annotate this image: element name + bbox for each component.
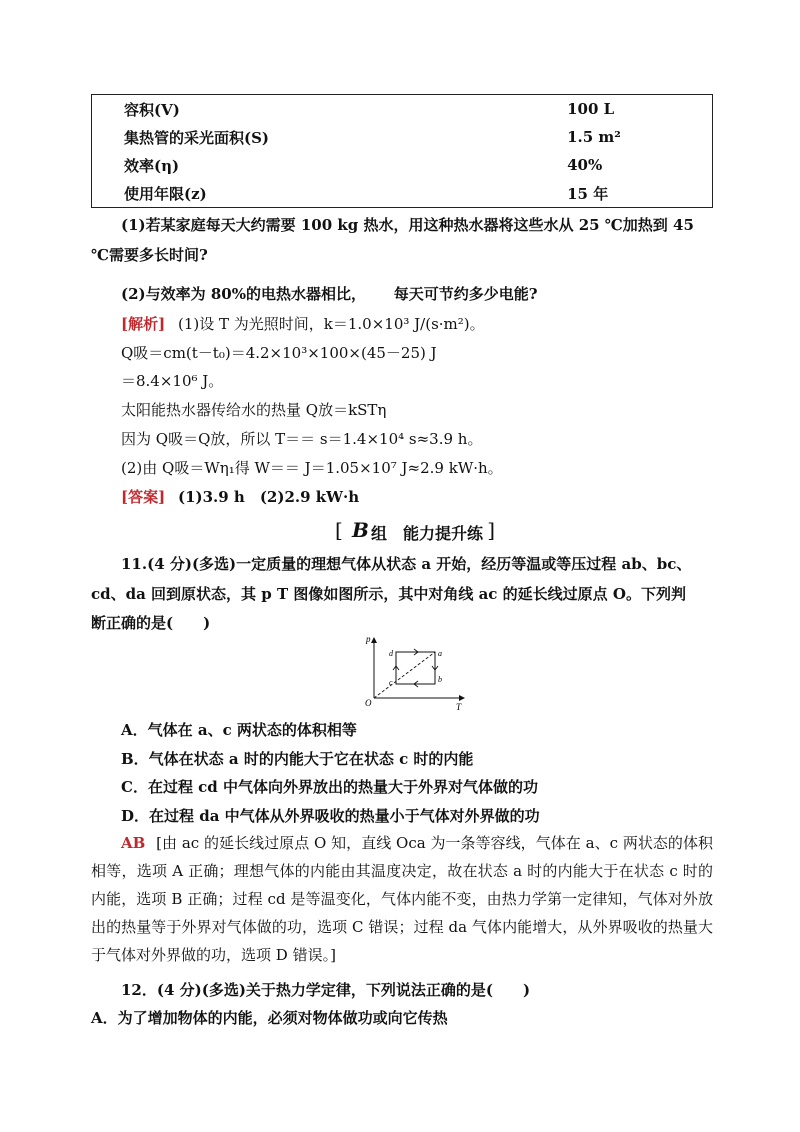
solution-line-6: (2)由 Q吸＝Wη₁得 W＝＝ J＝1.05×10⁷ J≈2.9 kW·h。 [121, 459, 503, 477]
question-2: (2)与效率为 80%的电热水器相比， 每天可节约多少电能? [121, 285, 538, 303]
axis-label-p: p [366, 634, 371, 644]
answer-text: (1)3.9 h (2)2.9 kW·h [177, 488, 360, 506]
explanation-text: [由 ac 的延长线过原点 O 知，直线 Oca 为一条等容线，气体在 a、c 两状态的体积相等，选项 A 正确；理想气体的内能由其温度决定，故在状态 a 时的内能大于在状态 c 时的内能，选项 B 正确；过程 cd 是等温变化，气体内能不变，由热力学第一定律知，气体对外放出的热量等于外界对气体做的功，选项 C 错误；过程 da 气体内能增大，从外界吸收的热量大于气体对外界做的功，选项 D 错误。] [91, 834, 713, 964]
question-1-line-2: ℃需要多长时间? [91, 246, 208, 264]
table-cell-value: 15 年 [567, 184, 609, 203]
option-d: D．在过程 da 中气体从外界吸收的热量小于气体对外界做的功 [121, 807, 540, 825]
group-letter: B [352, 518, 369, 542]
solution-line-1 [121, 313, 485, 334]
question-11-line-2: cd、da 回到原状态，其 p T 图像如图所示，其中对角线 ac 的延长线过原点 O。下列判 [91, 585, 686, 603]
solution-line-5: 因为 Q吸＝Q放，所以 T＝＝ s＝1.4×10⁴ s≈3.9 h。 [121, 430, 483, 448]
right-bracket-icon: ] [487, 518, 495, 542]
question-1-line-1: (1)若某家庭每天大约需要 100 kg 热水，用这种热水器将这些水从 25 ℃加热到 45 [121, 216, 694, 234]
table-cell-value: 40% [567, 156, 603, 174]
point-label-b: b [438, 675, 442, 684]
axis-label-t: T [456, 702, 462, 712]
option-a: A．气体在 a、c 两状态的体积相等 [121, 721, 357, 739]
spec-table [91, 94, 713, 208]
left-bracket-icon: [ [335, 518, 343, 542]
point-label-c: c [389, 678, 393, 687]
answer-line [121, 486, 359, 507]
cycle-rectangle [396, 652, 435, 684]
table-cell-value: 100 L [567, 100, 615, 118]
solution-line-2: Q吸＝cm(t－t₀)＝4.2×10³×100×(45－25) J [121, 344, 437, 362]
origin-label: O [365, 698, 372, 708]
table-cell-label: 容积(V) [124, 100, 180, 119]
group-header [335, 516, 495, 544]
solution-line-3: ＝8.4×10⁶ J。 [121, 372, 224, 390]
table-cell-value: 1.5 m² [567, 128, 621, 146]
table-row [92, 179, 713, 208]
option-c: C．在过程 cd 中气体向外界放出的热量大于外界对气体做的功 [121, 778, 539, 796]
answer-tag: [答案] [121, 488, 166, 506]
table-row [92, 151, 713, 179]
explanation-answer: AB [121, 834, 146, 852]
analysis-tag: [解析] [121, 315, 166, 333]
option-b: B．气体在状态 a 时的内能大于它在状态 c 时的内能 [121, 750, 474, 768]
point-label-a: a [438, 649, 442, 658]
question-11-line-1: 11.(4 分)(多选)一定质量的理想气体从状态 a 开始，经历等温或等压过程 ab、bc、 [121, 555, 692, 573]
group-label: 组 能力提升练 [371, 524, 484, 543]
question-11-line-3: 断正确的是( ) [91, 614, 211, 632]
pt-diagram [360, 632, 470, 712]
solution-text-1: (1)设 T 为光照时间，k＝1.0×10³ J/(s·m²)。 [177, 315, 485, 333]
table-row [92, 123, 713, 151]
table-cell-label: 效率(η) [124, 156, 180, 175]
diagonal-oca [374, 652, 435, 698]
point-label-d: d [389, 649, 393, 658]
table-cell-label: 使用年限(z) [124, 184, 207, 203]
solution-line-4: 太阳能热水器传给水的热量 Q放＝kSTη [121, 401, 387, 419]
question-12: 12．(4 分)(多选)关于热力学定律，下列说法正确的是( ) [121, 981, 531, 999]
table-row [92, 95, 713, 124]
table-cell-label: 集热管的采光面积(S) [124, 128, 270, 147]
question-12-option-a: A．为了增加物体的内能，必须对物体做功或向它传热 [91, 1009, 448, 1027]
explanation [91, 829, 713, 969]
